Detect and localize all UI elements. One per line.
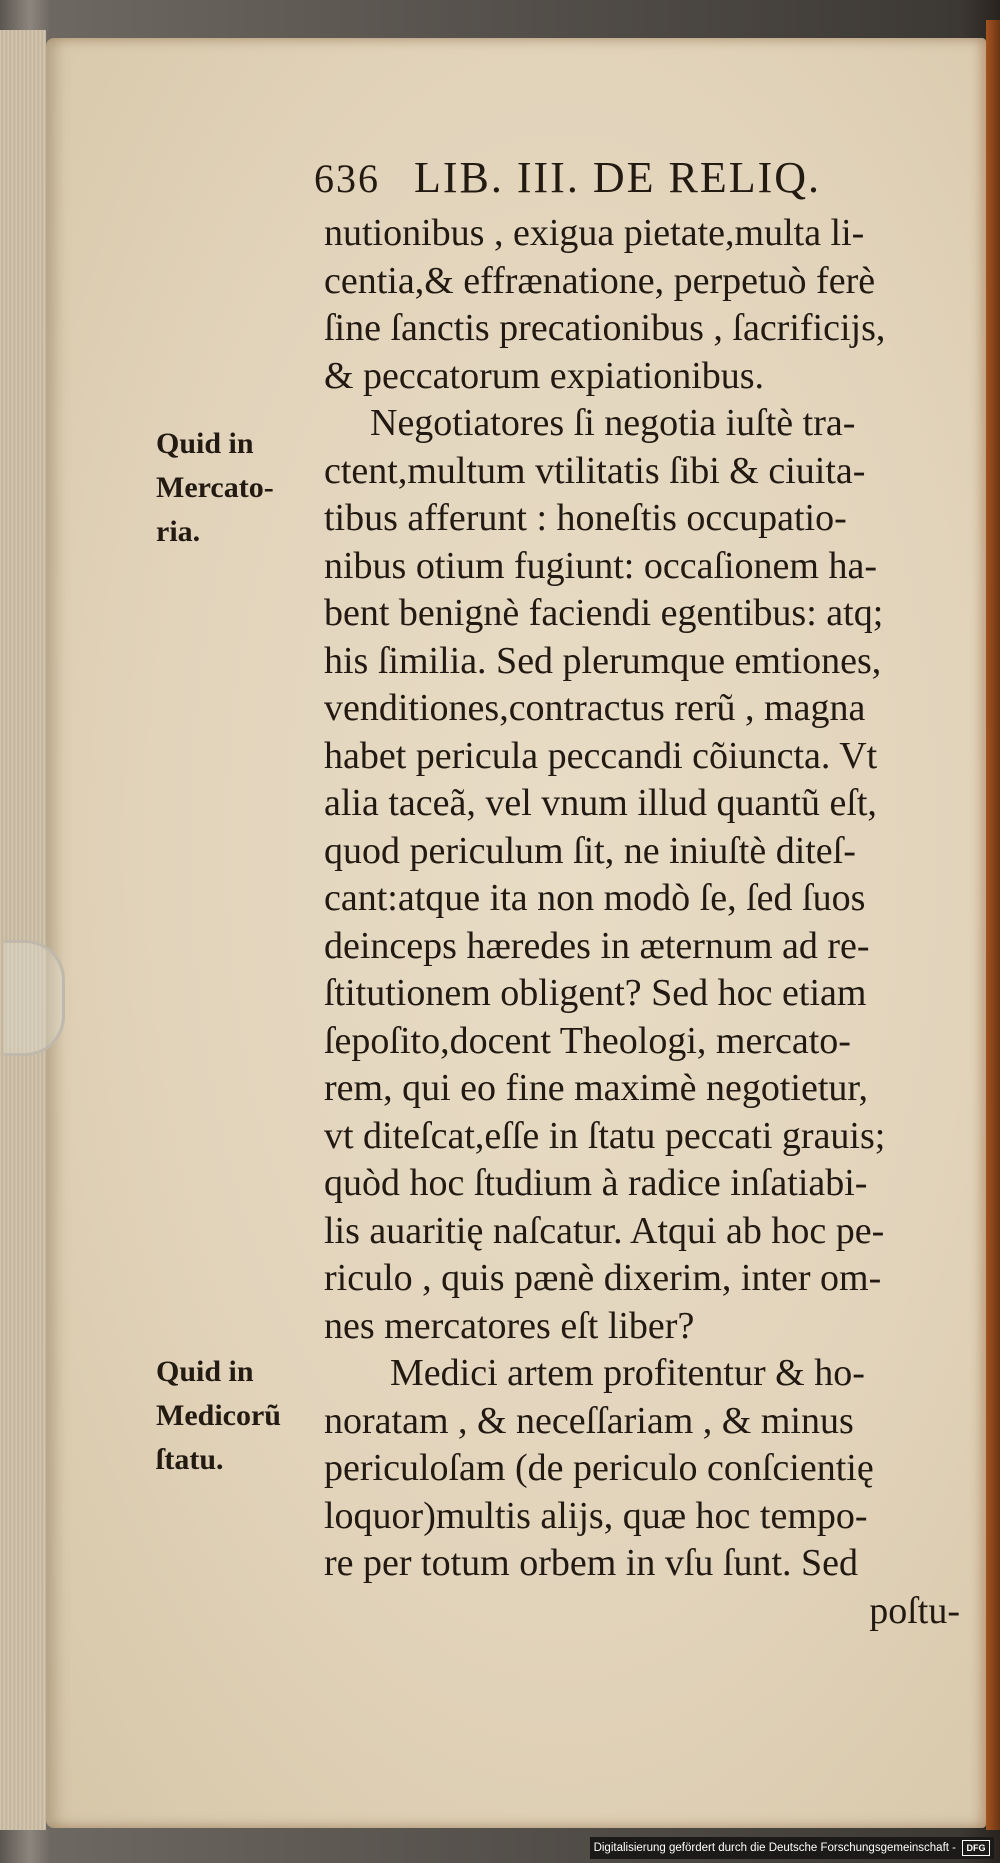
margin-note-line: Quid in (156, 1355, 254, 1388)
text-line: centia,& effrænatione, perpetuò ferè (324, 259, 876, 302)
running-title: LIB. III. DE RELIQ. (414, 153, 822, 202)
text-line: ctent,multum vtilitatis ſibi & ciuita- (324, 449, 866, 492)
margin-note-line: ria. (156, 515, 201, 548)
text-line: deinceps hæredes in æternum ad re- (324, 924, 870, 967)
credit-text: Digitalisierung gefördert durch die Deutsche Forschungsgemeinschaft - (593, 1842, 956, 1854)
text-line: nutionibus , exigua pietate,multa li- (324, 212, 865, 254)
text-line: nibus otium fugiunt: occaſionem ha- (324, 544, 878, 587)
text-line: rem, qui eo fine maximè negotietur, (324, 1067, 869, 1109)
page-clip (4, 940, 65, 1056)
margin-note-line: ſtatu. (156, 1443, 224, 1476)
page-stack-edge (0, 30, 46, 1830)
margin-note-line: Mercato- (156, 471, 274, 504)
text-line: Negotiatores ſi negotia iuſtè tra- (370, 402, 856, 444)
digitization-credit (590, 1837, 994, 1859)
text-line: lis auaritię naſcatur. Atqui ab hoc pe- (324, 1209, 885, 1252)
text-line: Medici artem profitentur & ho- (390, 1352, 865, 1394)
text-line: ſine ſanctis precationibus , ſacrificijs, (324, 307, 886, 349)
text-line: ſtitutionem obligent? Sed hoc etiam (324, 972, 867, 1014)
margin-note-line: Quid in (156, 427, 254, 460)
text-line: riculo , quis pænè dixerim, inter om- (324, 1257, 882, 1299)
text-line: & peccatorum expiationibus. (324, 354, 765, 397)
text-line: loquor)multis alijs, quæ hoc tempo- (324, 1494, 868, 1537)
page-number: 636 (314, 156, 380, 201)
text-line: nes mercatores eſt liber? (324, 1304, 695, 1347)
body-text (324, 210, 984, 1635)
text-line: quòd hoc ſtudium à radice inſatiabi- (324, 1162, 868, 1204)
dfg-logo: DFG (962, 1840, 990, 1856)
text-line: habet pericula peccandi cõiuncta. Vt (324, 734, 878, 777)
text-line: alia taceã, vel vnum illud quantũ eſt, (324, 782, 877, 824)
catchword: poſtu- (869, 1589, 960, 1632)
book-cover-edge (986, 20, 1000, 1830)
text-line: cant:atque ita non modò ſe, ſed ſuos (324, 877, 866, 919)
margin-note-mercatoria (156, 422, 316, 554)
text-line: venditiones,contractus rerũ , magna (324, 687, 866, 729)
margin-note-line: Medicorũ (156, 1399, 281, 1432)
text-line: ſepoſito,docent Theologi, mercato- (324, 1019, 851, 1062)
text-line: his ſimilia. Sed plerumque emtiones, (324, 639, 882, 682)
text-line: quod periculum ſit, ne iniuſtè diteſ- (324, 829, 856, 872)
text-line: bent benignè faciendi egentibus: atq; (324, 592, 884, 634)
running-header (314, 152, 954, 208)
margin-note-medicorum (156, 1350, 316, 1482)
text-line: vt diteſcat,eſſe in ſtatu peccati grauis; (324, 1114, 886, 1157)
text-line: re per totum orbem in vſu ſunt. Sed (324, 1542, 859, 1584)
text-line: tibus afferunt : honeſtis occupatio- (324, 497, 847, 539)
text-line: noratam , & neceſſariam , & minus (324, 1399, 854, 1442)
text-line: periculoſam (de periculo conſcientię (324, 1447, 874, 1489)
